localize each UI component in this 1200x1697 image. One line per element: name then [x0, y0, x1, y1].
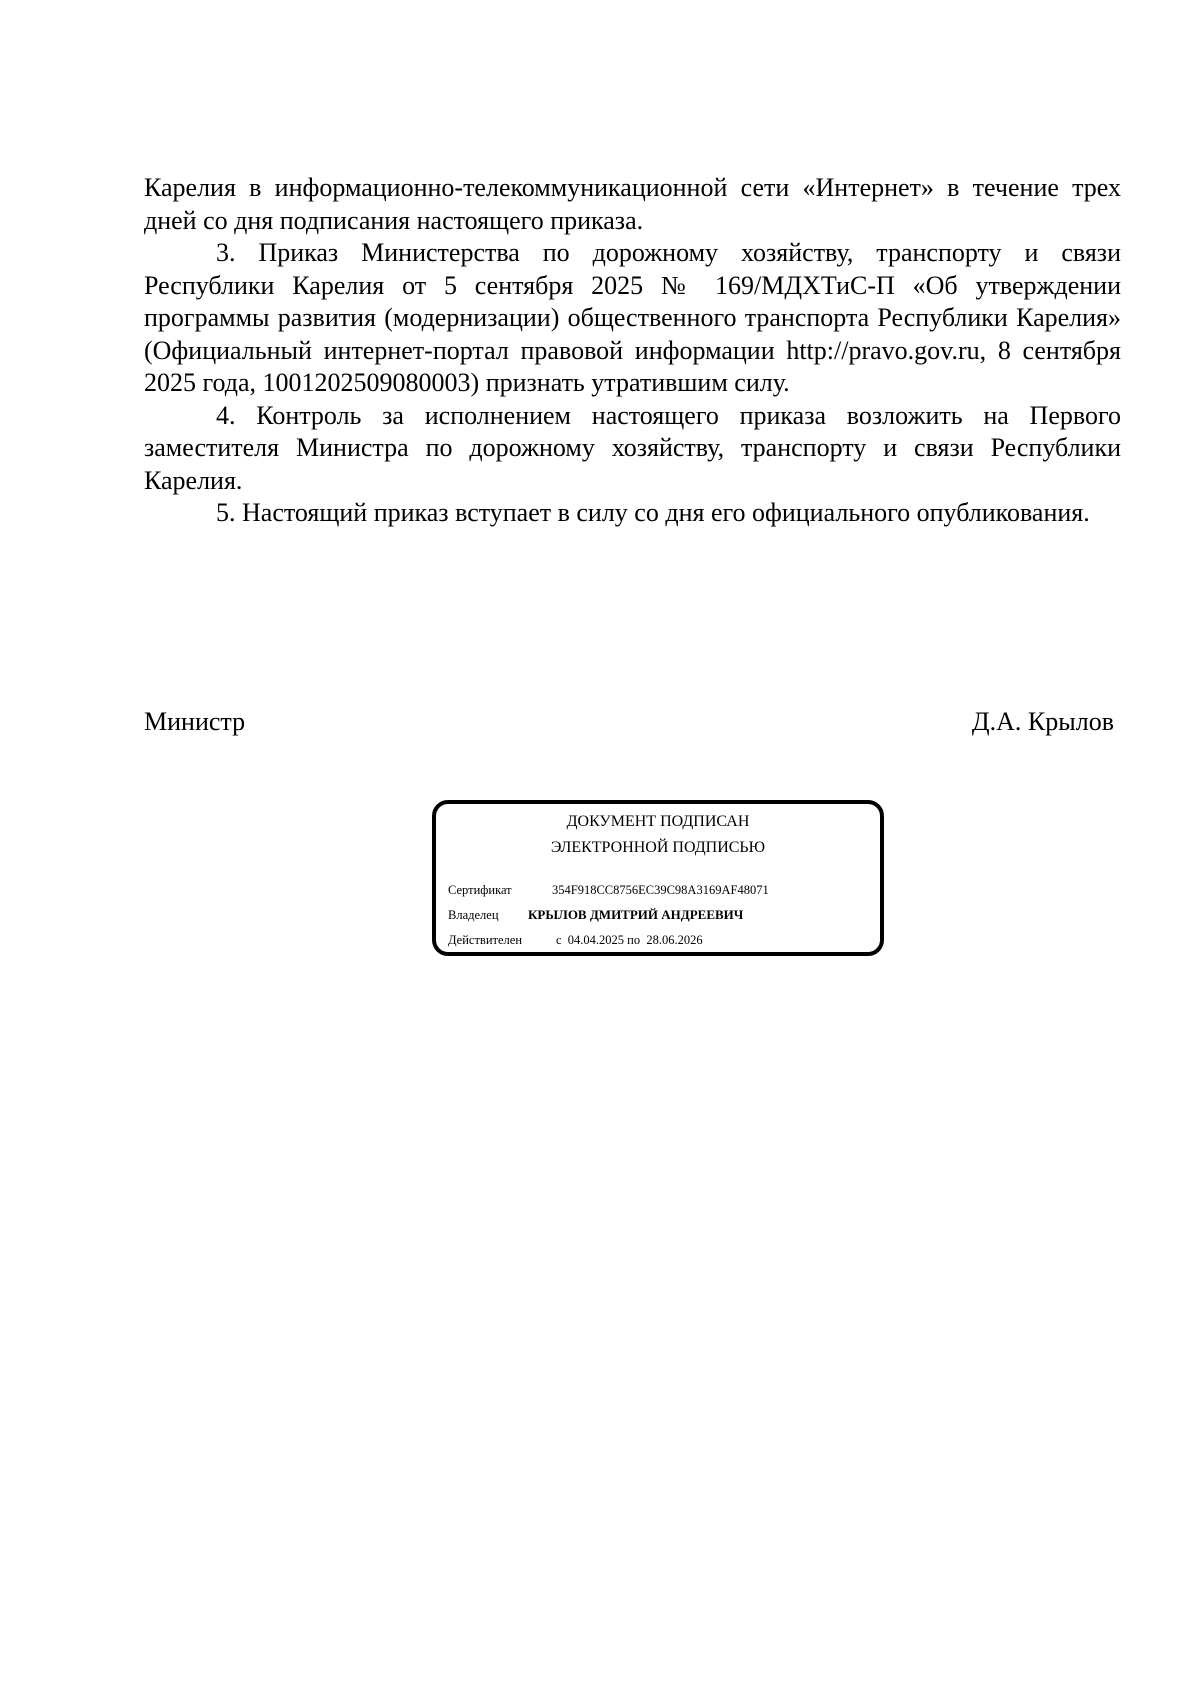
- stamp-title-line-2: ЭЛЕКТРОННОЙ ПОДПИСЬЮ: [550, 839, 766, 856]
- signatory-role: Министр: [144, 707, 246, 736]
- paragraph-4: 4. Контроль за исполнением настоящего приказа возложить на Первого заместителя Министра по дорожному хозяйству, транспорту и связи Республики Карелия.: [144, 400, 1121, 495]
- signatory-name: Д.А. Крылов: [971, 707, 1114, 736]
- validity-label: Действителен: [448, 933, 523, 947]
- validity-value: с 04.04.2025 по 28.06.2026: [556, 933, 703, 947]
- paragraph-3: 3. Приказ Министерства по дорожному хозяйству, транспорту и связи Республики Карелия от 5 сентября 2025 № 169/МДХТиС-П «Об утверждении программы развития (модернизации) общественного транспорта Республики Карелия» (Официальный интернет-портал правовой информации http://pravo.gov.ru, 8 сентября 2025 года, 1001202509080003) признать утратившим силу.: [144, 238, 1121, 397]
- stamp-title-line-1: ДОКУМЕНТ ПОДПИСАН: [566, 813, 750, 830]
- electronic-signature-stamp: [432, 800, 884, 956]
- stamp-validity-row: [448, 932, 703, 948]
- stamp-owner-row: [448, 907, 743, 923]
- certificate-label: Сертификат: [448, 883, 512, 897]
- certificate-value: 354F918CC8756EC39C98A3169AF48071: [552, 883, 769, 897]
- paragraph-5: 5. Настоящий приказ вступает в силу со дня его официального опубликования.: [216, 498, 1090, 527]
- paragraph-continuation: Карелия в информационно-телекоммуникационной сети «Интернет» в течение трех дней со дня подписания настоящего приказа.: [144, 173, 1121, 235]
- owner-value: КРЫЛОВ ДМИТРИЙ АНДРЕЕВИЧ: [528, 907, 744, 922]
- stamp-certificate-row: [448, 882, 769, 898]
- document-body: [144, 172, 1121, 530]
- owner-label: Владелец: [448, 908, 499, 922]
